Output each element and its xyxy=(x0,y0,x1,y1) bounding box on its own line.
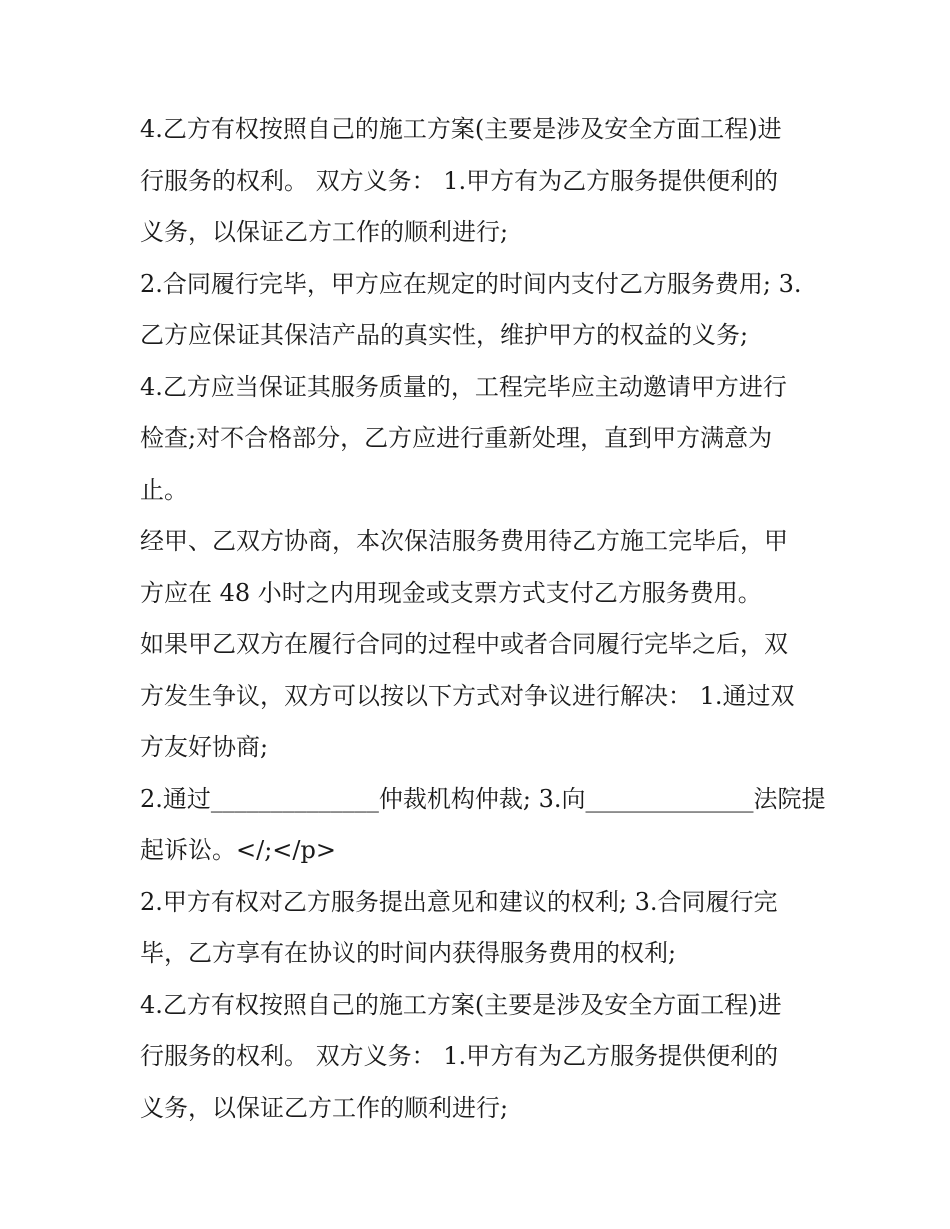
paragraph-payment-terms xyxy=(140,516,820,619)
text-line: 行服务的权利。 双方义务： 1.甲方有为乙方服务提供便利的 xyxy=(140,1042,779,1070)
paragraph-payment-obligation xyxy=(140,259,820,362)
text-line: 经甲、乙双方协商，本次保洁服务费用待乙方施工完毕后，甲 xyxy=(140,527,788,555)
text-line: 如果甲乙双方在履行合同的过程中或者合同履行完毕之后，双 xyxy=(140,630,788,658)
text-line: 4.乙方应当保证其服务质量的，工程完毕应主动邀请甲方进行 xyxy=(140,372,787,401)
paragraph-service-quality xyxy=(140,362,820,517)
text-line: 乙方应保证其保洁产品的真实性，维护甲方的权益的义务; xyxy=(140,321,749,349)
text-line: 方友好协商; xyxy=(140,733,269,761)
text-line: 毕，乙方享有在协议的时间内获得服务费用的权利; xyxy=(140,939,677,967)
text-line: 止。 xyxy=(140,475,188,504)
text-line: 2.合同履行完毕，甲方应在规定的时间内支付乙方服务费用; 3. xyxy=(140,269,802,298)
text-line: 起诉讼。</;</p> xyxy=(140,836,336,864)
text-line: 2.通过______________仲裁机构仲裁; 3.向______________法院提 xyxy=(140,784,826,813)
text-line: 4.乙方有权按照自己的施工方案(主要是涉及安全方面工程)进 xyxy=(140,115,782,143)
text-line: 义务，以保证乙方工作的顺利进行; xyxy=(140,1093,509,1122)
text-line: 方发生争议，双方可以按以下方式对争议进行解决： 1.通过双 xyxy=(140,681,795,710)
text-line: 2.甲方有权对乙方服务提出意见和建议的权利; 3.合同履行完 xyxy=(140,887,778,916)
text-line: 方应在 48 小时之内用现金或支票方式支付乙方服务费用。 xyxy=(140,578,762,607)
text-line: 4.乙方有权按照自己的施工方案(主要是涉及安全方面工程)进 xyxy=(140,990,782,1019)
text-line: 行服务的权利。 双方义务： 1.甲方有为乙方服务提供便利的 xyxy=(140,166,779,195)
text-line: 义务，以保证乙方工作的顺利进行; xyxy=(140,218,509,246)
paragraph-arbitration xyxy=(140,774,826,877)
paragraph-party-b-rights-2 xyxy=(140,980,820,1135)
paragraph-dispute-resolution xyxy=(140,619,820,774)
document-body xyxy=(140,104,826,1134)
paragraph-party-b-rights-1 xyxy=(140,104,820,259)
text-line: 检查;对不合格部分，乙方应进行重新处理，直到甲方满意为 xyxy=(140,424,773,452)
paragraph-party-a-rights xyxy=(140,877,820,980)
